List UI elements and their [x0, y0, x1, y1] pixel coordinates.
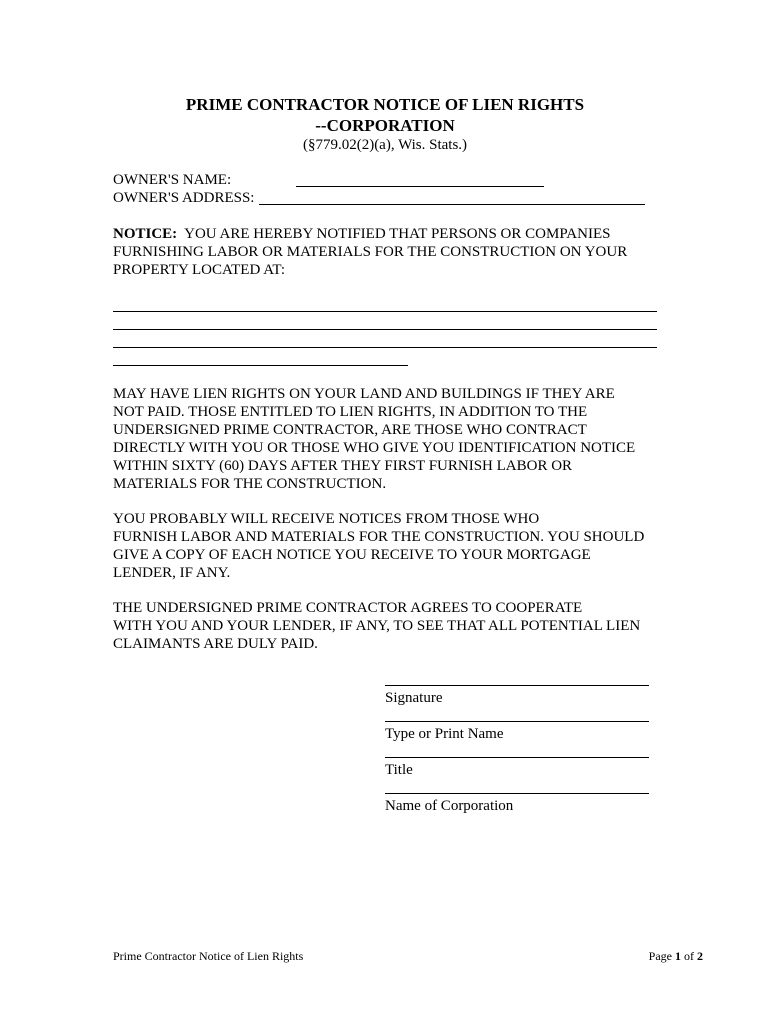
- notice-label: NOTICE:: [113, 226, 178, 242]
- signature-line[interactable]: [385, 685, 649, 686]
- document-subtitle: --CORPORATION: [315, 116, 455, 135]
- print-name-label: Type or Print Name: [385, 726, 504, 742]
- property-location-line-2[interactable]: [113, 329, 657, 330]
- property-location-line-1[interactable]: [113, 311, 657, 312]
- footer-document-name: Prime Contractor Notice of Lien Rights: [113, 949, 304, 963]
- cooperation-paragraph: THE UNDERSIGNED PRIME CONTRACTOR AGREES TO COOPERATE WITH YOU AND YOUR LENDER, IF ANY, TO SEE THAT ALL POTENTIAL LIEN CLAIMANTS ARE DULY PAID.: [113, 600, 641, 652]
- page-number: [649, 949, 703, 963]
- property-location-line-4[interactable]: [113, 365, 408, 366]
- page-prefix: Page: [648, 949, 672, 963]
- page-of: of: [684, 949, 694, 963]
- page-current: 1: [675, 949, 681, 963]
- owner-address-label: OWNER'S ADDRESS:: [113, 190, 255, 206]
- owner-name-label: OWNER'S NAME:: [113, 172, 232, 188]
- corporation-name-line[interactable]: [385, 793, 649, 794]
- title-line[interactable]: [385, 757, 649, 758]
- signature-label: Signature: [385, 690, 443, 706]
- owner-address-field[interactable]: [259, 204, 645, 205]
- title-label: Title: [385, 762, 413, 778]
- lien-rights-paragraph: MAY HAVE LIEN RIGHTS ON YOUR LAND AND BUILDINGS IF THEY ARE NOT PAID. THOSE ENTITLED TO LIEN RIGHTS, IN ADDITION TO THE UNDERSIGNED PRIME CONTRACTOR, ARE THOSE WHO CONTRACT DIRECTLY WITH YOU OR THOSE WHO GIVE YOU IDENTIFICATION NOTICE WITHIN SIXTY (60) DAYS AFTER THEY FIRST FURNISH LABOR OR MATERIALS FOR THE CONSTRUCTION.: [113, 386, 636, 492]
- print-name-line[interactable]: [385, 721, 649, 722]
- document-title: PRIME CONTRACTOR NOTICE OF LIEN RIGHTS: [185, 95, 585, 114]
- corporation-name-label: Name of Corporation: [385, 798, 514, 814]
- statute-reference: (§779.02(2)(a), Wis. Stats.): [302, 137, 468, 153]
- notice-line-3: PROPERTY LOCATED AT:: [113, 262, 285, 278]
- notices-paragraph: YOU PROBABLY WILL RECEIVE NOTICES FROM THOSE WHO FURNISH LABOR AND MATERIALS FOR THE CONSTRUCTION. YOU SHOULD GIVE A COPY OF EACH NOTICE YOU RECEIVE TO YOUR MORTGAGE LENDER, IF ANY.: [113, 511, 645, 581]
- property-location-line-3[interactable]: [113, 347, 657, 348]
- owner-name-field[interactable]: [296, 186, 544, 187]
- notice-text-1: YOU ARE HEREBY NOTIFIED THAT PERSONS OR COMPANIES: [184, 226, 611, 242]
- page-total: 2: [697, 949, 703, 963]
- notice-line-2: FURNISHING LABOR OR MATERIALS FOR THE CONSTRUCTION ON YOUR: [113, 244, 628, 260]
- notice-line-1: [113, 225, 610, 243]
